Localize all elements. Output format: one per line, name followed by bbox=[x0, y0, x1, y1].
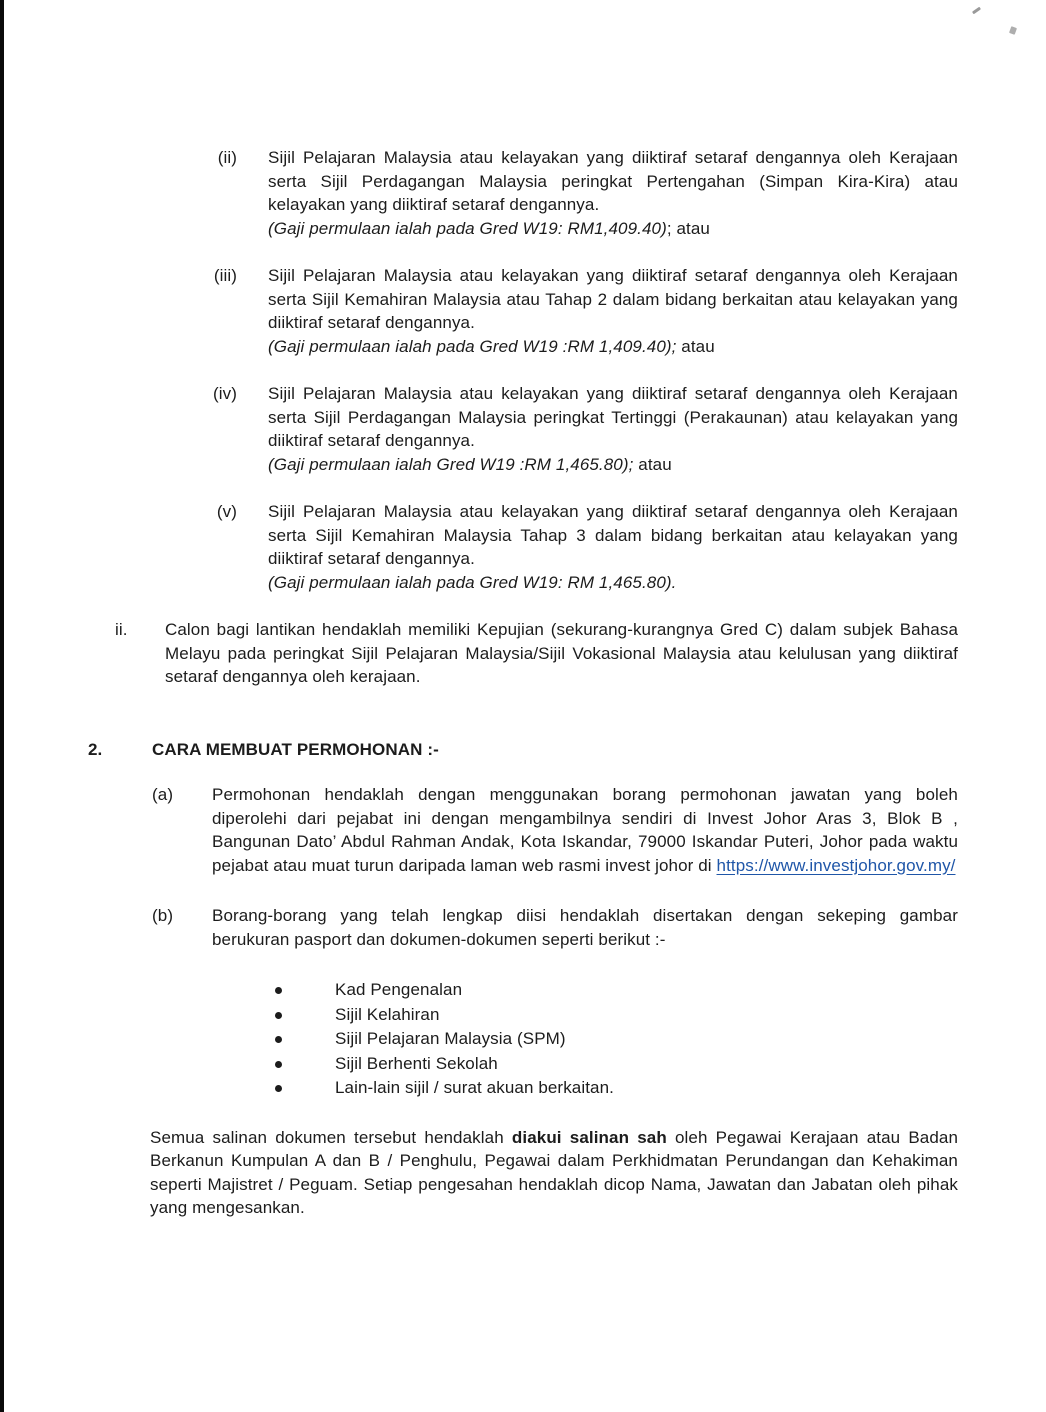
application-method-text bbox=[212, 783, 958, 877]
scan-artifact bbox=[1009, 26, 1017, 35]
qualification-text: Sijil Pelajaran Malaysia atau kelayakan yang diiktiraf setaraf dengannya oleh Kerajaan serta Sijil Perdagangan Malaysia peringkat Tertinggi (Perakaunan) atau kelayakan yang diiktiraf setaraf dengannya. bbox=[268, 384, 958, 450]
list-item-roman-iv bbox=[169, 382, 1046, 476]
salary-note bbox=[268, 217, 958, 241]
list-item-roman-iii bbox=[169, 264, 1046, 358]
document-name: Sijil Kelahiran bbox=[335, 1004, 440, 1024]
document-checklist bbox=[275, 978, 1046, 1100]
list-item bbox=[275, 978, 1046, 1002]
list-item-body bbox=[268, 382, 958, 476]
salary-note-italic: (Gaji permulaan ialah pada Gred W19: RM 1,465.80). bbox=[268, 572, 677, 592]
salary-note bbox=[268, 335, 958, 359]
investjohor-link[interactable]: https://www.investjohor.gov.my/ bbox=[716, 855, 956, 875]
salary-note-italic: (Gaji permulaan ialah pada Gred W19: RM1,409.40) bbox=[268, 218, 667, 238]
list-item bbox=[275, 1003, 1046, 1027]
qualification-text: Sijil Pelajaran Malaysia atau kelayakan yang diiktiraf setaraf dengannya oleh Kerajaan serta Sijil Perdagangan Malaysia peringkat Pertengahan (Simpan Kira-Kira) atau kelayakan yang diiktiraf setaraf dengannya. bbox=[268, 148, 958, 214]
salary-note-italic: (Gaji permulaan ialah Gred W19 :RM 1,465.80); bbox=[268, 454, 634, 474]
qualification-text: Sijil Pelajaran Malaysia atau kelayakan yang diiktiraf setaraf dengannya oleh Kerajaan serta Sijil Kemahiran Malaysia atau Tahap 2 dalam bidang berkaitan atau kelayakan yang diiktiraf setaraf dengannya. bbox=[268, 266, 958, 332]
list-item bbox=[275, 1027, 1046, 1051]
bullet-icon bbox=[275, 1061, 282, 1068]
list-item-a bbox=[152, 783, 1046, 877]
list-item-body bbox=[268, 264, 958, 358]
list-item-roman-ii bbox=[169, 146, 1046, 240]
document-name: Sijil Berhenti Sekolah bbox=[335, 1053, 498, 1073]
list-item-ii bbox=[115, 618, 1046, 689]
candidate-requirement-text: Calon bagi lantikan hendaklah memiliki Kepujian (sekurang-kurangnya Gred C) dalam subjek Bahasa Melayu pada peringkat Sijil Pelajaran Malaysia/Sijil Vokasional Malaysia atau kelulusan yang diiktiraf setaraf dengannya oleh kerajaan. bbox=[165, 620, 958, 686]
list-item-body bbox=[268, 146, 958, 240]
document-name: Lain-lain sijil / surat akuan berkaitan. bbox=[335, 1078, 614, 1097]
list-item bbox=[275, 1052, 1046, 1076]
certification-bold-phrase: diakui salinan sah bbox=[511, 1127, 667, 1147]
section-2-heading bbox=[88, 738, 1046, 762]
certification-text-start: Semua salinan dokumen tersebut hendaklah bbox=[150, 1127, 512, 1147]
salary-note-tail: atau bbox=[676, 336, 715, 356]
list-item-body bbox=[268, 500, 958, 594]
salary-note-italic: (Gaji permulaan ialah pada Gred W19 :RM 1,409.40); bbox=[268, 336, 677, 356]
bullet-icon bbox=[275, 1012, 282, 1019]
section-title: CARA MEMBUAT PERMOHONAN :- bbox=[152, 739, 439, 759]
list-item-label: (a) bbox=[152, 785, 174, 804]
certification-text-end: oleh Pegawai Kerajaan atau Badan Berkanun Kumpulan A dan B / Penghulu, Pegawai dalam Perkhidmatan Perundangan dan Kehakiman seperti Majistret / Peguam. Setiap pengesahan hendaklah dicop Nama, Jawatan dan Jabatan oleh pihak yang mengesankan. bbox=[150, 1127, 959, 1217]
list-item-roman-v bbox=[169, 500, 1046, 594]
list-item-label: (iii) bbox=[213, 266, 237, 285]
certification-paragraph bbox=[150, 1126, 958, 1220]
bullet-icon bbox=[275, 1085, 282, 1092]
list-item bbox=[275, 1076, 1046, 1100]
list-item-b bbox=[152, 904, 1046, 951]
list-item-label: (iv) bbox=[213, 384, 237, 403]
salary-note-tail: atau bbox=[633, 454, 672, 474]
salary-note-tail: ; atau bbox=[666, 218, 710, 238]
qualification-text: Sijil Pelajaran Malaysia atau kelayakan yang diiktiraf setaraf dengannya oleh Kerajaan serta Sijil Kemahiran Malaysia Tahap 3 dalam bidang berkaitan atau kelayakan yang diiktiraf setaraf dengannya. bbox=[268, 502, 958, 568]
bullet-icon bbox=[275, 1036, 282, 1043]
form-requirement-text: Borang-borang yang telah lengkap diisi hendaklah disertakan dengan sekeping gambar berukuran pasport dan dokumen-dokumen seperti berikut :- bbox=[212, 906, 958, 949]
scan-artifact bbox=[972, 7, 981, 15]
document-name: Sijil Pelajaran Malaysia (SPM) bbox=[335, 1029, 566, 1048]
list-item-label: (v) bbox=[216, 502, 237, 521]
list-item-label: (ii) bbox=[217, 148, 237, 167]
bullet-icon bbox=[275, 987, 282, 994]
document-name: Kad Pengenalan bbox=[335, 980, 463, 999]
document-content bbox=[0, 146, 1046, 1220]
salary-note bbox=[268, 571, 958, 595]
section-number: 2. bbox=[88, 739, 103, 759]
list-item-label: (b) bbox=[152, 906, 174, 925]
application-method-body: Permohonan hendaklah dengan menggunakan borang permohonan jawatan yang boleh diperolehi dari pejabat ini dengan mengambilnya sendiri di Invest Johor Aras 3, Blok B , Bangunan Dato’ Abdul Rahman Andak, Kota Iskandar, 79000 Iskandar Puteri, Johor pada waktu pejabat atau muat turun daripada laman web rasmi invest johor di bbox=[212, 785, 958, 875]
salary-note bbox=[268, 453, 958, 477]
list-item-label: ii. bbox=[115, 620, 128, 639]
